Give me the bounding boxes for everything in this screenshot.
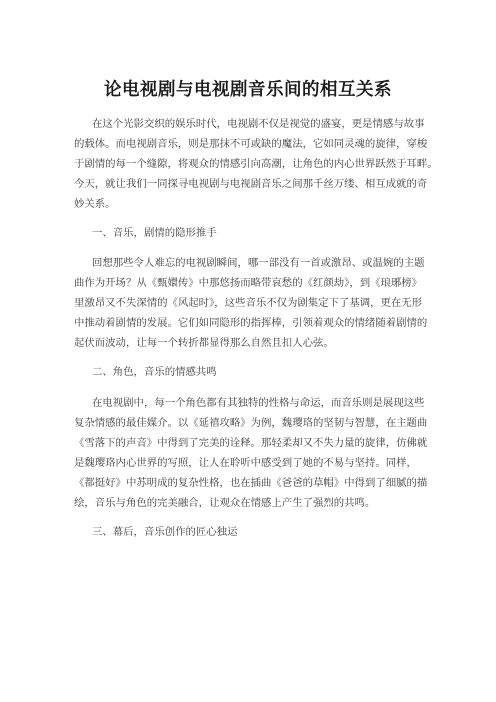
intro-line: 今天，就让我们一同探寻电视剧与电视剧音乐之间那千丝万缕、相互成就的奇	[74, 178, 428, 190]
intro-line: 在这个光影交织的娱乐时代，电视剧不仅是视觉的盛宴，更是情感与故事	[92, 118, 425, 130]
paragraph-line: 绘，音乐与角色的完美融合，让观众在情感上产生了强烈的共鸣。	[74, 497, 376, 509]
paragraph-line: 中推动着剧情的发展。它们如同隐形的指挥棒，引领着观众的情绪随着剧情的	[74, 317, 428, 329]
intro-line: 于剧情的每一个缝隙，将观众的情感引向高潮，让角色的内心世界跃然于耳畔。	[74, 158, 438, 170]
paragraph-line: 《雪落下的声音》中得到了完美的诠释。那轻柔却又不失力量的旋律，仿佛就	[74, 437, 428, 449]
intro-line: 的载体。而电视剧音乐，则是那抹不可或缺的魔法，它如同灵魂的旋律，穿梭	[74, 138, 428, 150]
paragraph-line: 曲作为开场？从《甄嬛传》中那悠扬而略带哀愁的《红颜劫》，到《琅琊榜》	[74, 277, 423, 289]
section-heading: 二、角色，音乐的情感共鸣	[92, 366, 217, 378]
section-heading: 一、音乐，剧情的隐形推手	[92, 227, 217, 239]
document-title: 论电视剧与电视剧音乐间的相互关系	[104, 80, 392, 100]
paragraph-line: 起伏而波动，让每一个转折都显得那么自然且扣人心弦。	[74, 337, 334, 349]
intro-line: 妙关系。	[74, 198, 116, 210]
paragraph-line: 回想那些令人难忘的电视剧瞬间，哪一部没有一首或激昂、或温婉的主题	[92, 257, 425, 269]
section-heading: 三、幕后，音乐创作的匠心独运	[92, 526, 238, 538]
paragraph-line: 在电视剧中，每一个角色都有其独特的性格与命运，而音乐则是展现这些	[92, 397, 425, 409]
paragraph-line: 是魏璎珞内心世界的写照，让人在聆听中感受到了她的不易与坚持。同样，	[74, 457, 417, 469]
paragraph-line: 里激昂又不失深情的《风起时》，这些音乐不仅为剧集定下了基调，更在无形	[74, 297, 423, 309]
paragraph-line: 《都挺好》中苏明成的复杂性格，也在插曲《爸爸的草帽》中得到了细腻的描	[74, 477, 428, 489]
paragraph-line: 复杂情感的最佳媒介。以《延禧攻略》为例，魏璎珞的坚韧与智慧，在主题曲	[74, 417, 428, 429]
